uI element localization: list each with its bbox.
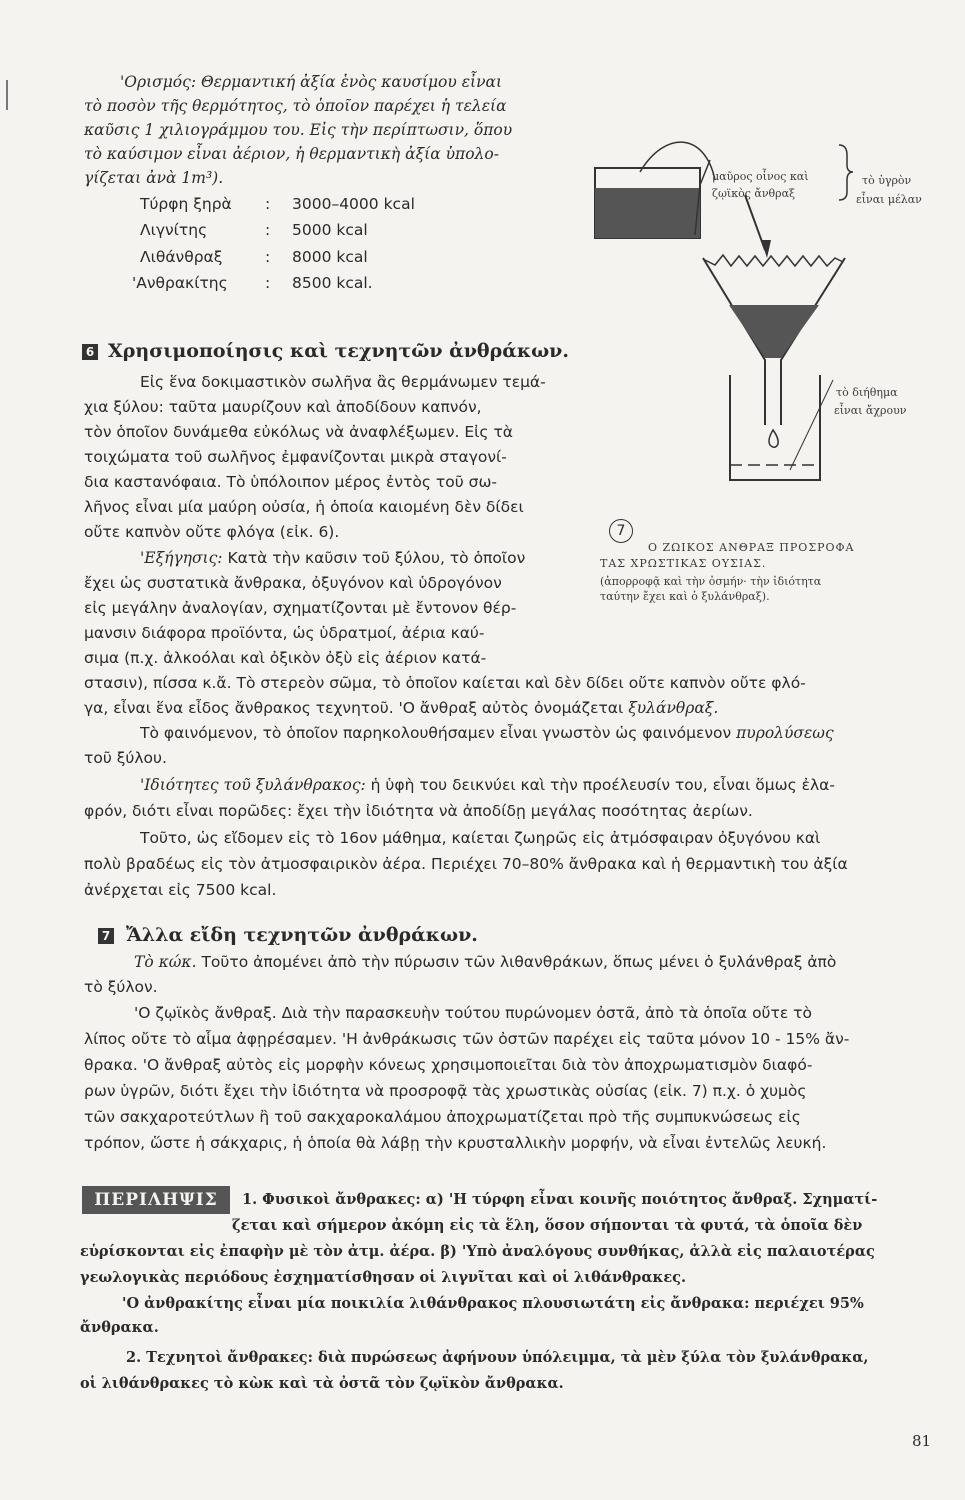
section-heading: Ἄλλα εἴδη τεχνητῶν ἀνθράκων. [126,924,478,946]
section-number-badge: 6 [82,344,98,360]
fuel-sep: : [265,274,271,292]
label-colorless: εἶναι ἄχρουν [834,404,907,417]
section-number-badge: 7 [98,928,114,944]
text-line [134,1003,812,1023]
figure-caption-note: (ἀπορροφᾷ καὶ τὴν ὀσμήν· τὴν ἰδιότητα [600,575,822,588]
text-line: τοιχώματα τοῦ σωλῆνος ἐμφανίζονται μικρὰ σταγονί- [84,448,507,466]
figure-number: 7 [609,519,633,543]
fuel-value: 8500 kcal. [292,274,373,292]
summary-line: 'Ο ἀνθρακίτης εἶναι μία ποικιλία λιθάνθρακος πλουσιωτάτη εἰς ἄνθρακα: περιέχει 95% [122,1295,864,1312]
label-bone-char: ζῳϊκὸς ἄνθραξ [712,187,796,200]
explanation-label: 'Εξήγησις: [140,549,223,567]
term-charcoal: ξυλάνθραξ. [628,699,719,717]
fuel-sep: : [265,221,271,239]
text-line: Εἰς ἕνα δοκιμαστικὸν σωλῆνα ἂς θερμάνωμεν τεμά- [140,373,546,391]
text-line: ἀνέρχεται εἰς 7500 kcal. [84,881,277,899]
text-line: πολὺ βραδέως εἰς τὸν ἀτμοσφαιρικὸν ἀέρα. Περιέχει 70–80% ἄνθρακα καὶ ἡ θερμαντικὴ του ἀξία [84,855,848,873]
summary-line: 1. Φυσικοὶ ἄνθρακες: α) 'Η τύρφη εἶναι κοινῆς ποιότητος ἄνθραξ. Σχηματί- [242,1191,878,1208]
definition-line: 'Ορισμός: Θερμαντική ἀξία ἑνὸς καυσίμου εἶναι [120,73,503,91]
text-line: λῆνος εἶναι μία μαύρη οὐσία, ἡ ὁποία καιομένη δὲν δίδει [84,498,524,516]
explanation-text: Κατὰ τὴν καῦσιν τοῦ ξύλου, τὸ ὁποῖον [227,549,526,567]
page-number: 81 [912,1432,932,1450]
text-line: τὸν ὁποῖον δυνάμεθα εὐκόλως νὰ ἀναφλέξωμεν. Εἰς τὰ [84,423,514,441]
text-line: φρόν, διότι εἶναι πορῶδες: ἔχει τὴν ἰδιότητα νὰ ἀποδίδῃ μεγάλας ποσότητας ἀερίων. [84,802,753,820]
text-line: ρων ὑγρῶν, διότι ἔχει τὴν ἰδιότητα νὰ προσροφᾷ τὰς χρωστικὰς οὐσίας (εἰκ. 7) π.χ. ὁ χυμὸς [84,1082,807,1100]
summary-line: εὑρίσκονται εἰς ἐπαφὴν μὲ τὸν ἀτμ. ἀέρα. β) 'Υπὸ ἀναλόγους συνθήκας, ἀλλὰ εἰς παλαιοτέρας [80,1243,875,1260]
text-line [140,775,835,795]
summary-label: ΠΕΡΙΛΗΨΙΣ [82,1186,230,1214]
figure-caption-note: ταύτην ἔχει καὶ ὁ ξυλάνθραξ). [600,590,770,603]
section-heading: Χρησιμοποίησις καὶ τεχνητῶν ἀνθράκων. [108,340,569,362]
summary-line: γεωλογικὰς περιόδους ἐσχηματίσθησαν οἱ λιγνῖται καὶ οἱ λιθάνθρακες. [80,1269,687,1286]
definition-line: τὸ καύσιμον εἶναι ἀέριον, ἡ θερμαντικὴ ἀξία ὑπολο- [84,145,499,163]
definition-line: καῦσις 1 χιλιογράμμου του. Εἰς τὴν περίπτωσιν, ὅπου [84,121,513,139]
fuel-name: Λιγνίτης [140,221,208,239]
text-line: τοῦ ξύλου. [84,749,167,767]
text-line: θρακα. 'Ο ἄνθραξ αὐτὸς εἰς μορφὴν κόνεως χρησιμοποιεῖται διὰ τὸν ἀποχρωματισμὸν διαφό- [84,1056,813,1074]
summary-line: ἄνθρακα. [80,1319,159,1336]
text-fragment: Διὰ τὴν παρασκευὴν τούτου πυρώνομεν ὀστᾶ, ἀπὸ τὰ ὁποῖα οὔτε τὸ [281,1004,812,1022]
text-line: οὔτε καπνὸν οὔτε φλόγα (εἰκ. 6). [84,523,340,541]
text-fragment: ἡ ὑφὴ του δεικνύει καὶ τὴν προέλευσίν του, εἶναι ὅμως ἐλα- [370,776,835,794]
text-line: εἰς μεγάλην ἀναλογίαν, σχηματίζονται μὲ ἔντονον θέρ- [84,599,517,617]
summary-line: ζεται καὶ σήμερον ἀκόμη εἰς τὰ ἕλη, ὅσον σήπονται τὰ φυτά, τὰ ὁποῖα δὲν [232,1217,863,1234]
text-line [140,723,834,743]
text-line [140,548,525,568]
text-line: λίπος οὔτε τὸ αἷμα ἀφῃρέσαμεν. 'Η ἀνθράκωσις τῶν ὀστῶν παρέχει εἰς ταῦτα μόνον 10 - 15% ἄν- [84,1030,850,1048]
text-line: τὸ ξύλον. [84,978,158,996]
figure-caption: Ο ΖΩΙΚΟΣ ΑΝΘΡΑΞ ΠΡΟΣΡΟΦΑ [648,541,855,554]
figure-caption: ΤΑΣ ΧΡΩΣΤΙΚΑΣ ΟΥΣΙΑΣ. [600,557,767,570]
text-fragment: Τοῦτο ἀπομένει ἀπὸ τὴν πύρωσιν τῶν λιθανθράκων, ὅπως μένει ὁ ξυλάνθραξ ἀπὸ [201,953,837,971]
text-fragment: γα, εἶναι ἕνα εἶδος ἄνθρακος τεχνητοῦ. 'Ο ἄνθραξ αὐτὸς ὀνομάζεται [84,699,624,717]
fuel-name: 'Ανθρακίτης [132,274,228,292]
fuel-sep: : [265,248,271,266]
binding-mark [6,80,8,110]
fuel-value: 8000 kcal [292,248,368,266]
text-line [134,952,836,972]
text-line [84,698,718,718]
properties-label: 'Ιδιότητες τοῦ ξυλάνθρακος: [140,776,366,794]
text-line: στασιν), πίσσα κ.ἄ. Τὸ στερεὸν σῶμα, τὸ ὁποῖον καίεται καὶ δὲν δίδει οὔτε καπνὸν οὔτε φλό- [84,674,806,692]
fuel-sep: : [265,195,271,213]
fuel-name: Τύρφη ξηρὰ [140,195,232,213]
text-line: τρόπον, ὥστε ἡ σάκχαρις, ἡ ὁποία θὰ λάβῃ τὴν κρυσταλλικὴν μορφήν, νὰ εἶναι ἐντελῶς λευκή. [84,1134,827,1152]
label-filtrate: τὸ διήθημα [836,386,898,399]
label-liquid: τὸ ὑγρὸν [862,174,912,187]
fuel-value: 3000–4000 kcal [292,195,415,213]
label-black: εἶναι μέλαν [856,193,922,206]
text-line: χια ξύλου: ταῦτα μαυρίζουν καὶ ἀποδίδουν καπνόν, [84,398,482,416]
text-line: δια καστανόφαια. Τὸ ὑπόλοιπον μέρος ἐντὸς τοῦ σω- [84,473,498,491]
label-black-wine: μαῦρος οἶνος καὶ [712,170,809,183]
summary-line: 2. Τεχνητοὶ ἄνθρακες: διὰ πυρώσεως ἀφήνουν ὑπόλειμμα, τὰ μὲν ξύλα τὸν ξυλάνθρακα, [126,1349,869,1366]
summary-line: οἱ λιθάνθρακες τὸ κὼκ καὶ τὰ ὀστᾶ τὸν ζῳϊκὸν ἄνθρακα. [80,1375,564,1392]
fuel-name: Λιθάνθραξ [140,248,223,266]
definition-line: τὸ ποσὸν τῆς θερμότητος, τὸ ὁποῖον παρέχει ἡ τελεία [84,97,507,115]
definition-line: γίζεται ἀνὰ 1m³). [84,169,224,187]
text-line: τῶν σακχαροτεύτλων ἢ τοῦ σακχαροκαλάμου ἀποχρωματίζεται πρὸ τῆς συμπυκνώσεως εἰς [84,1108,801,1126]
text-line: σιμα (π.χ. ἀλκοόλαι καὶ ὀξικὸν ὀξὺ εἰς ἀέριον κατά- [84,649,487,667]
text-line: Τοῦτο, ὡς εἴδομεν εἰς τὸ 16ον μάθημα, καίεται ζωηρῶς εἰς ἀτμόσφαιραν ὀξυγόνου καὶ [140,829,821,847]
text-line: ἔχει ὡς συστατικὰ ἄνθρακα, ὀξυγόνον καὶ ὑδρογόνον [84,574,502,592]
text-line: μανσιν διάφορα προϊόντα, ὡς ὑδρατμοί, ἀέρια καύ- [84,624,485,642]
term-pyrolysis: πυρολύσεως [736,724,834,742]
fuel-value: 5000 kcal [292,221,368,239]
text-fragment: Τὸ φαινόμενον, τὸ ὁποῖον παρηκολουθήσαμεν εἶναι γνωστὸν ὡς φαινόμενον [140,724,732,742]
term-coke: Τὸ κώκ. [134,953,197,971]
term-bone-char: 'Ο ζῳϊκὸς ἄνθραξ. [134,1004,277,1022]
